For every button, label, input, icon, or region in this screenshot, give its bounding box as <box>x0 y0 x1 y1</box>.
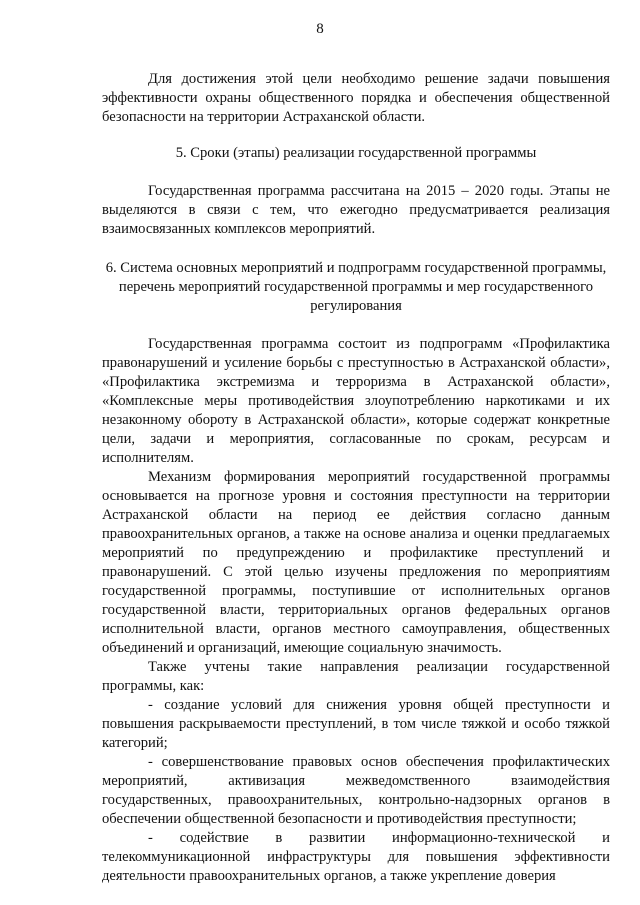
list-item-legal-framework: - совершенствование правовых основ обеспечения профилактических мероприятий, активизация межведомственного взаимодействия государственных, правоохранительных, контрольно-надзорных органов в обеспечении общественной безопасности и противодействия преступности; <box>102 754 610 827</box>
paragraph-directions-intro: Также учтены такие направления реализации государственной программы, как: <box>102 659 610 694</box>
list-item-crime-reduction: - создание условий для снижения уровня общей преступности и повышения раскрываемости преступлений, в том числе тяжкой и особо тяжкой категорий; <box>102 697 610 751</box>
paragraph-goal: Для достижения этой цели необходимо решение задачи повышения эффективности охраны общественного порядка и обеспечения общественной безопасности на территории Астраханской области. <box>102 71 610 125</box>
list-item-infrastructure: - содействие в развитии информационно-технической и телекоммуникационной инфраструктуры для повышения эффективности деятельности правоохранительных органов, а также укрепление доверия <box>102 830 610 884</box>
section-heading-5: 5. Сроки (этапы) реализации государственной программы <box>175 145 537 161</box>
page-number: 8 <box>316 21 324 37</box>
document-body <box>102 70 610 886</box>
section-heading-6: 6. Система основных мероприятий и подпрограмм государственной программы, перечень мероприятий государственной программы и мер государственного регулирования <box>105 260 607 314</box>
paragraph-timeline: Государственная программа рассчитана на 2015 – 2020 годы. Этапы не выделяются в связи с тем, что ежегодно предусматривается реализация взаимосвязанных комплексов мероприятий. <box>102 183 610 237</box>
paragraph-mechanism: Механизм формирования мероприятий государственной программы основывается на прогнозе уровня и состояния преступности на территории Астраханской области на период ее действия согласно данным правоохранительных органов, а также на основе анализа и оценки предлагаемых мероприятий по предупреждению и профилактике преступлений и правонарушений. С этой целью изучены предложения по мероприятиям государственной программы, поступившие от исполнительных органов государственной власти, территориальных органов федеральных органов исполнительной власти, органов местного самоуправления, общественных объединений и организаций, имеющие социальную значимость. <box>102 469 610 656</box>
paragraph-subprograms: Государственная программа состоит из подпрограмм «Профилактика правонарушений и усиление борьбы с преступностью в Астраханской области», «Профилактика экстремизма и терроризма в Астраханской области», «Комплексные меры противодействия злоупотреблению наркотиками и их незаконному обороту в Астраханской области», которые содержат конкретные цели, задачи и мероприятия, согласованные по срокам, ресурсам и исполнителям. <box>102 336 610 466</box>
